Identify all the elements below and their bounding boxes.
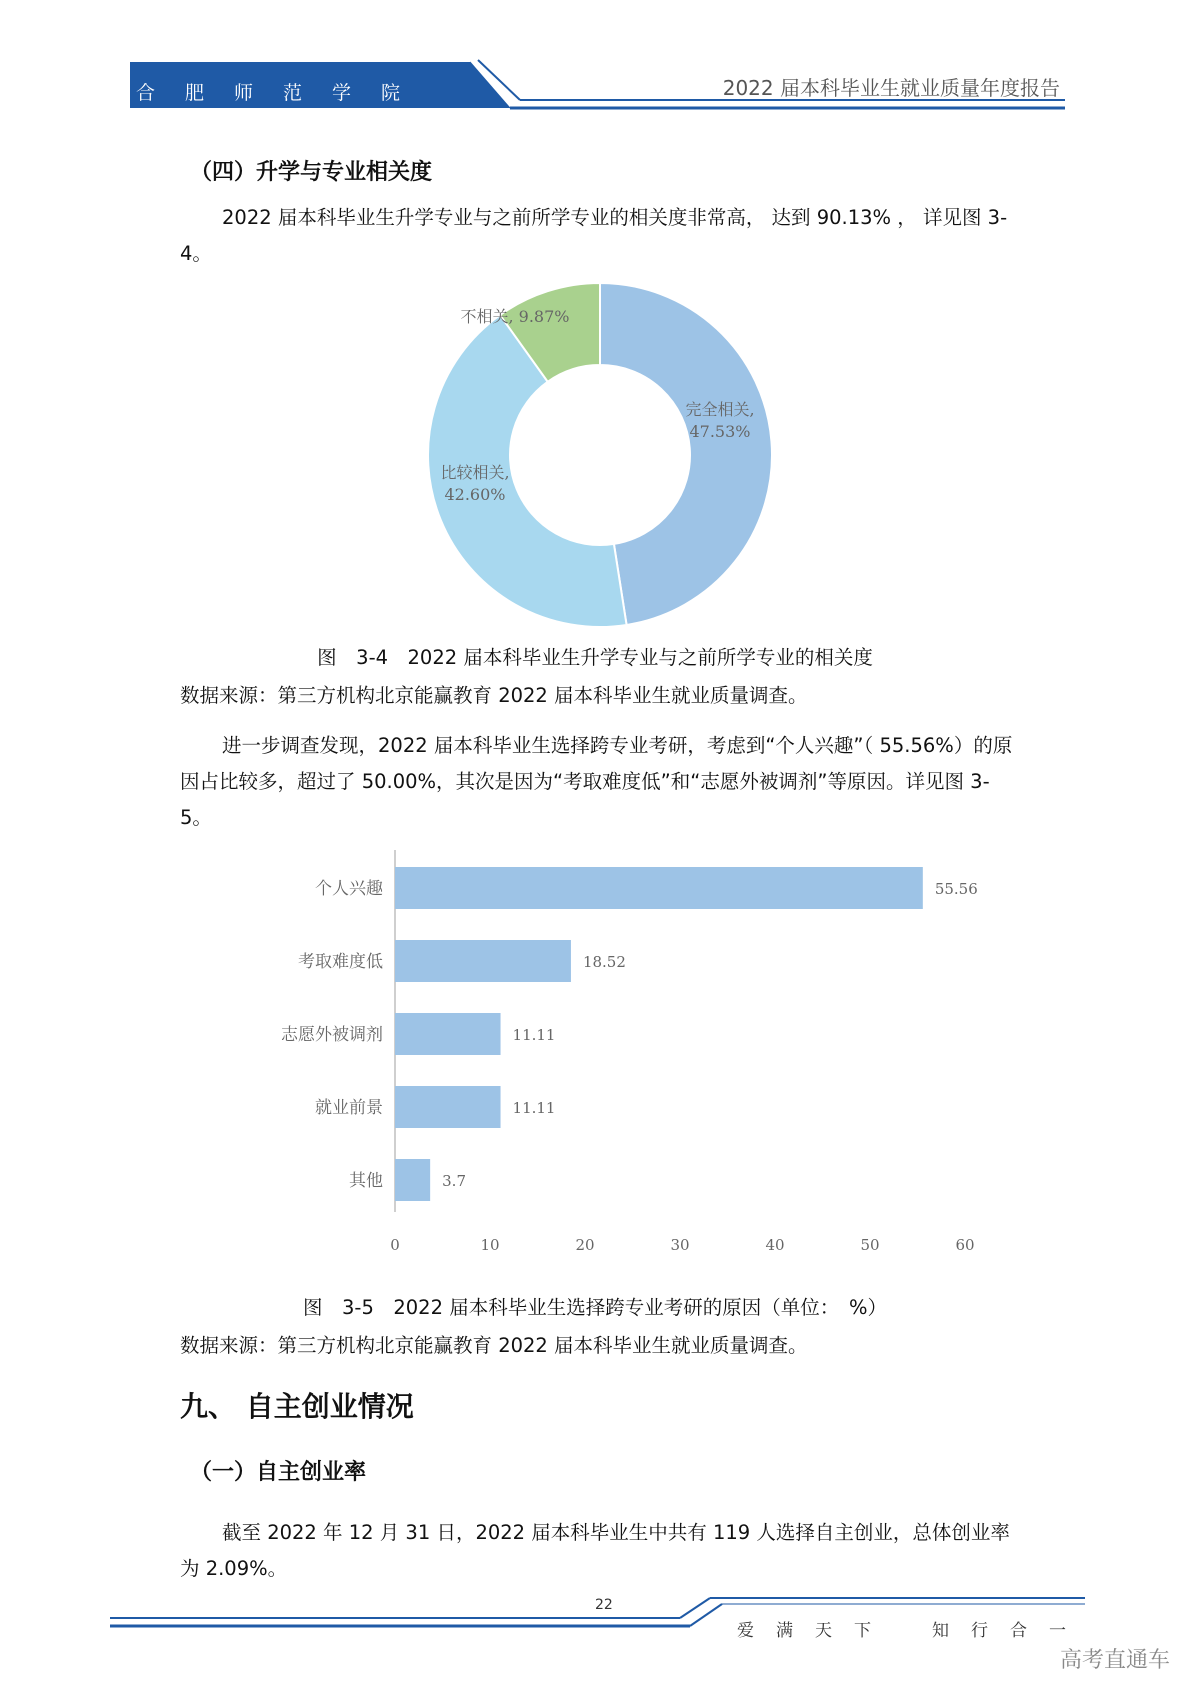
figure-3-4-caption: 图 3-4 2022 届本科毕业生升学专业与之前所学专业的相关度 bbox=[317, 646, 873, 669]
bar-5 bbox=[395, 1159, 430, 1201]
section-9-paragraph: 截至 2022 年 12 月 31 日，2022 届本科毕业生中共有 119 人选择自主创业，总体创业率为 2.09%。 bbox=[180, 1521, 1010, 1580]
donut-label-value-2: 42.60% bbox=[444, 485, 506, 504]
bar-value-label-3: 11.11 bbox=[512, 1026, 556, 1044]
donut-label-name-1: 完全相关, bbox=[685, 400, 755, 419]
bar-value-label-2: 18.52 bbox=[582, 953, 626, 971]
bar-1 bbox=[395, 867, 923, 909]
bar-category-label-3: 志愿外被调剂 bbox=[281, 1025, 383, 1045]
x-tick-label-0: 0 bbox=[390, 1236, 400, 1254]
section-heading-9: 九、 自主创业情况 bbox=[180, 1390, 414, 1423]
x-tick-label-50: 50 bbox=[860, 1236, 880, 1254]
cross-major-reasons-bar-chart bbox=[250, 850, 1000, 1270]
donut-slice-1 bbox=[600, 283, 772, 625]
bar-category-label-2: 考取难度低 bbox=[298, 952, 383, 972]
bar-category-label-5: 其他 bbox=[349, 1171, 383, 1191]
bar-value-label-1: 55.56 bbox=[934, 880, 978, 898]
x-tick-label-30: 30 bbox=[670, 1236, 690, 1254]
figure-3-5-source: 数据来源：第三方机构北京能赢教育 2022 届本科毕业生就业质量调查。 bbox=[180, 1334, 808, 1357]
school-name: 合肥师范学院 bbox=[136, 82, 431, 104]
donut-label-name-2: 比较相关, bbox=[440, 463, 510, 482]
donut-label-3: 不相关, 9.87% bbox=[460, 307, 570, 326]
x-tick-label-20: 20 bbox=[575, 1236, 595, 1254]
x-tick-label-60: 60 bbox=[955, 1236, 975, 1254]
bar-3 bbox=[395, 1013, 501, 1055]
watermark: 高考直通车 bbox=[1059, 1648, 1170, 1673]
figure-3-4-source: 数据来源：第三方机构北京能赢教育 2022 届本科毕业生就业质量调查。 bbox=[180, 684, 808, 707]
bar-category-label-4: 就业前景 bbox=[315, 1098, 383, 1118]
section-9-subheading: （一）自主创业率 bbox=[190, 1460, 367, 1485]
bar-value-label-5: 3.7 bbox=[442, 1172, 467, 1190]
x-tick-label-40: 40 bbox=[765, 1236, 785, 1254]
followup-paragraph: 进一步调查发现，2022 届本科毕业生选择跨专业考研，考虑到“个人兴趣”（ 55.56%）的原因占比较多，超过了 50.00%，其次是因为“考取难度低”和“志愿外被调剂”等原因。详见图 3-5。 bbox=[180, 734, 1013, 829]
page-header bbox=[0, 0, 1190, 120]
page-number: 22 bbox=[595, 1597, 613, 1613]
x-tick-label-10: 10 bbox=[480, 1236, 500, 1254]
section-heading-4: （四）升学与专业相关度 bbox=[190, 160, 433, 185]
section-4-paragraph: 2022 届本科毕业生升学专业与之前所学专业的相关度非常高， 达到 90.13% ， 详见图 3-4。 bbox=[180, 206, 1008, 265]
relevance-donut-chart bbox=[420, 270, 780, 640]
bar-value-label-4: 11.11 bbox=[512, 1099, 556, 1117]
footer-motto: 爱满天下 知行合一 bbox=[737, 1621, 1088, 1641]
bar-4 bbox=[395, 1086, 501, 1128]
report-title: 2022 届本科毕业生就业质量年度报告 bbox=[722, 76, 1060, 100]
bar-category-label-1: 个人兴趣 bbox=[315, 879, 383, 899]
donut-label-value-1: 47.53% bbox=[689, 422, 751, 441]
figure-3-5-caption: 图 3-5 2022 届本科毕业生选择跨专业考研的原因（单位： %） bbox=[303, 1296, 887, 1319]
bar-2 bbox=[395, 940, 571, 982]
